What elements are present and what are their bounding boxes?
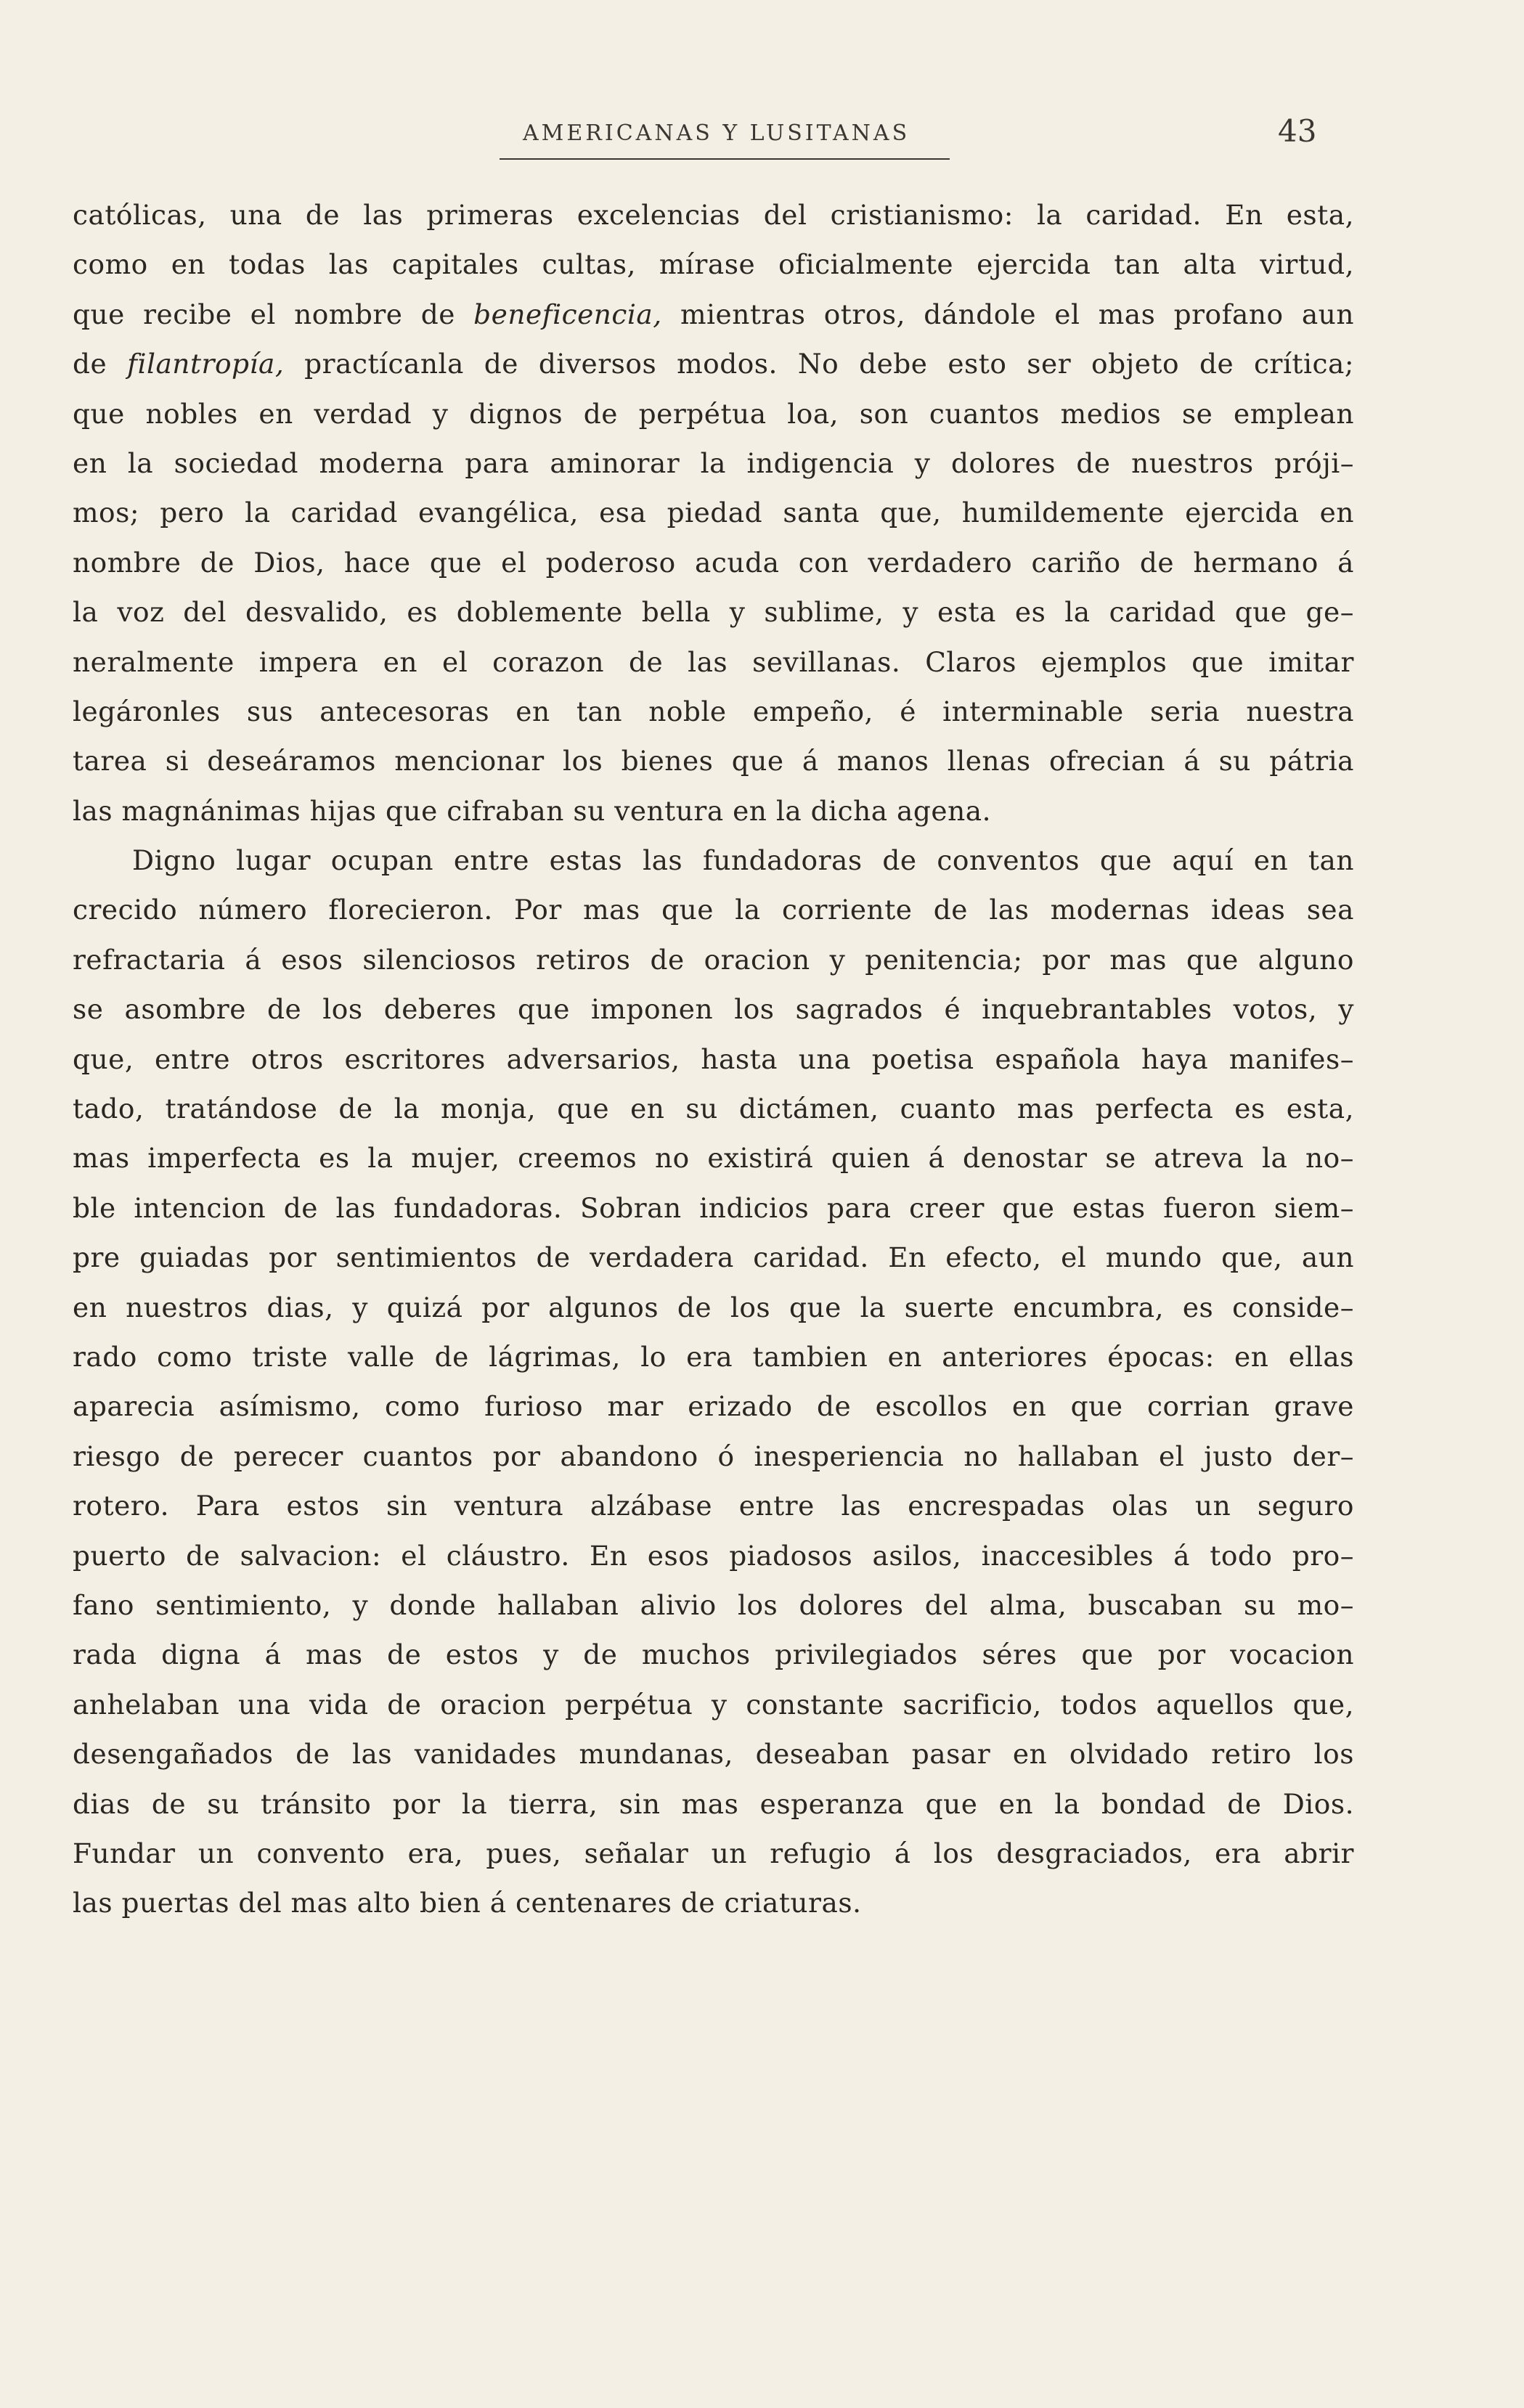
text-line: que, entre otros escritores adversarios, hasta una poetisa española haya manifes– <box>73 1042 1354 1075</box>
text-line: neralmente impera en el corazon de las sevillanas. Claros ejemplos que imitar <box>73 645 1354 678</box>
paragraph <box>73 836 1354 1928</box>
text-line: aparecia asímismo, como furioso mar erizado de escollos en que corrian grave <box>73 1390 1354 1423</box>
text-line: riesgo de perecer cuantos por abandono ó inesperiencia no hallaban el justo der– <box>73 1440 1354 1472</box>
italic-term: beneficencia, <box>473 298 662 330</box>
text-line: puerto de salvacion: el cláustro. En esos piadosos asilos, inaccesibles á todo pro– <box>73 1539 1354 1572</box>
text-line: anhelaban una vida de oracion perpétua y constante sacrificio, todos aquellos que, <box>73 1688 1354 1721</box>
text-line: refractaria á esos silenciosos retiros de oracion y penitencia; por mas que alguno <box>73 943 1354 976</box>
body-text <box>73 190 1354 1928</box>
text-segment: mientras otros, dándole el mas profano aun <box>661 298 1354 330</box>
text-line: en la sociedad moderna para aminorar la indigencia y dolores de nuestros próji– <box>73 446 1354 479</box>
text-line: en nuestros dias, y quizá por algunos de los que la suerte encumbra, es conside– <box>73 1291 1354 1323</box>
text-line: Fundar un convento era, pues, señalar un refugio á los desgraciados, era abrir <box>73 1837 1354 1869</box>
italic-term: filantropía, <box>127 348 285 380</box>
text-line: rada digna á mas de estos y de muchos privilegiados séres que por vocacion <box>73 1638 1354 1671</box>
text-line: que nobles en verdad y dignos de perpétua loa, son cuantos medios se emplean <box>73 397 1354 430</box>
text-line: tarea si deseáramos mencionar los bienes que á manos llenas ofrecian á su pátria <box>73 745 1354 778</box>
text-line: ble intencion de las fundadoras. Sobran indicios para creer que estas fueron siem– <box>73 1191 1354 1224</box>
text-line: la voz del desvalido, es doblemente bella y sublime, y esta es la caridad que ge– <box>73 596 1354 629</box>
text-line <box>73 339 1354 388</box>
text-segment: de <box>73 348 128 380</box>
text-line: rotero. Para estos sin ventura alzábase entre las encrespadas olas un seguro <box>73 1490 1354 1522</box>
text-line: fano sentimiento, y donde hallaban alivio los dolores del alma, buscaban su mo– <box>73 1588 1354 1621</box>
running-head <box>0 107 1524 166</box>
text-line: las puertas del mas alto bien á centenares de criaturas. <box>73 1887 862 1919</box>
text-line: crecido número florecieron. Por mas que la corriente de las modernas ideas sea <box>73 894 1354 926</box>
text-line: tado, tratándose de la monja, que en su dictámen, cuanto mas perfecta es esta, <box>73 1093 1354 1125</box>
text-line: mos; pero la caridad evangélica, esa piedad santa que, humildemente ejercida en <box>73 497 1354 529</box>
running-title: AMERICANAS Y LUSITANAS <box>523 121 910 146</box>
text-line: como en todas las capitales cultas, mírase oficialmente ejercida tan alta virtud, <box>73 248 1354 281</box>
text-segment: practícanla de diversos modos. No debe esto ser objeto de crítica; <box>284 348 1354 380</box>
header-rule <box>500 158 950 160</box>
page-number: 43 <box>1278 113 1317 149</box>
text-line: rado como triste valle de lágrimas, lo era tambien en anteriores épocas: en ellas <box>73 1340 1354 1373</box>
text-line: dias de su tránsito por la tierra, sin mas esperanza que en la bondad de Dios. <box>73 1787 1354 1820</box>
text-line: mas imperfecta es la mujer, creemos no existirá quien á denostar se atreva la no– <box>73 1142 1354 1175</box>
text-line: Digno lugar ocupan entre estas las fundadoras de conventos que aquí en tan <box>132 844 1354 877</box>
paragraph <box>73 190 1354 836</box>
text-line: las magnánimas hijas que cifraban su ventura en la dicha agena. <box>73 794 992 827</box>
text-line: legáronles sus antecesoras en tan noble empeño, é interminable seria nuestra <box>73 695 1354 727</box>
text-line <box>73 290 1354 339</box>
text-line: nombre de Dios, hace que el poderoso acuda con verdadero cariño de hermano á <box>73 546 1354 579</box>
text-segment: que recibe el nombre de <box>73 298 474 330</box>
text-line: desengañados de las vanidades mundanas, deseaban pasar en olvidado retiro los <box>73 1738 1354 1771</box>
text-line: se asombre de los deberes que imponen los sagrados é inquebrantables votos, y <box>73 993 1354 1026</box>
text-line: católicas, una de las primeras excelencias del cristianismo: la caridad. En esta, <box>73 199 1354 231</box>
text-line: pre guiadas por sentimientos de verdadera caridad. En efecto, el mundo que, aun <box>73 1241 1354 1274</box>
